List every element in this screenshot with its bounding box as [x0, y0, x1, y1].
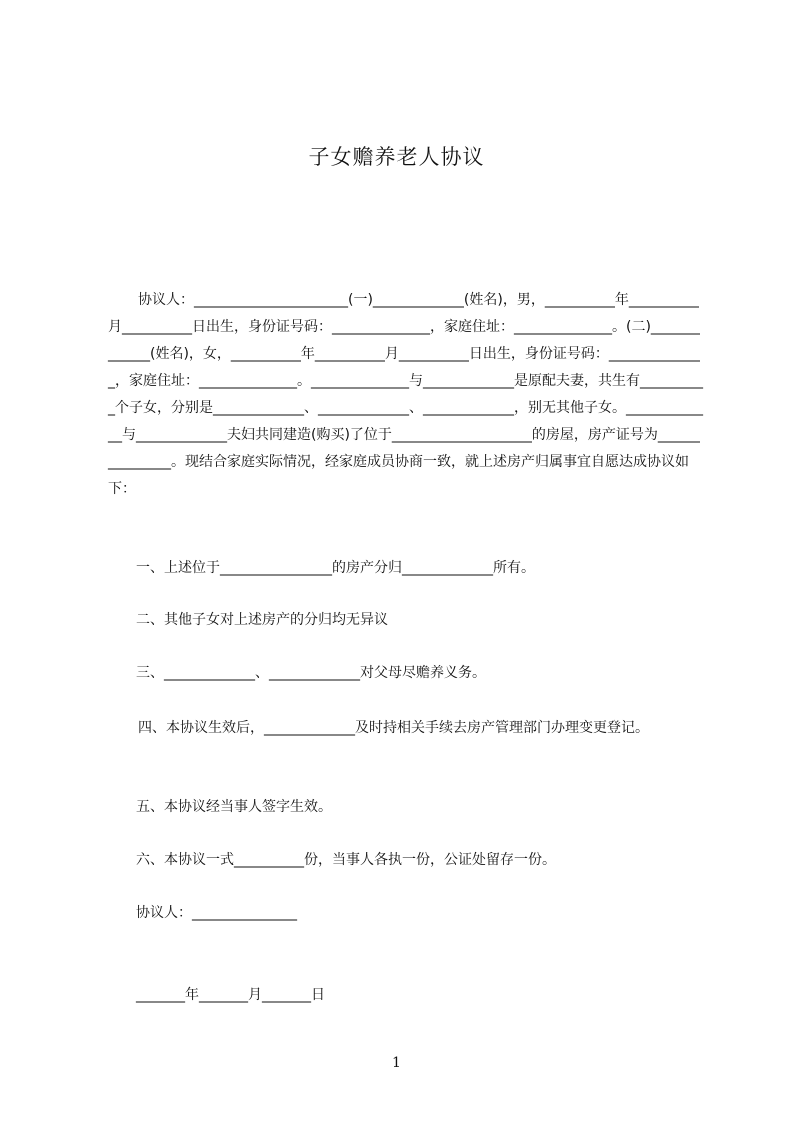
clause-5: 五、本协议经当事人签字生效。 [136, 799, 332, 815]
document-title: 子女赡养老人协议 [308, 145, 485, 169]
clause-3: 三、_____________、_____________对父母尽赡养义务。 [136, 665, 486, 681]
page-number: 1 [392, 1055, 401, 1071]
date-line: _______年_______月_______日 [136, 987, 325, 1003]
agreement-intro-paragraph: 协议人：______________________(一)_____________(姓名)，男，__________年__________月__________日出生，身份证号码：______________，家庭住址：______________。(二)_____________(姓名)，女，__________年__________月__________日出生，身份证号码：______________，家庭住址：______________。______________与_____________是原配夫妻，共生有__________个子女，分别是_____________、_____________、_____________，别无其他子女。_____________与_____________夫妇共同建造(购买)了位于____________________的房屋，房产证号为_______________。现结合家庭实际情况，经家庭成员协商一致，就上述房产归属事宜自愿达成协议如下： [108, 292, 703, 497]
clause-6: 六、本协议一式__________份，当事人各执一份，公证处留存一份。 [136, 852, 556, 868]
clause-2: 二、其他子女对上述房产的分归均无异议 [136, 612, 388, 628]
signature-line: 协议人：_______________ [136, 905, 297, 921]
clause-1: 一、上述位于________________的房产分归_____________所有。 [136, 560, 535, 576]
clause-4: 四、本协议生效后，_____________及时持相关手续去房产管理部门办理变更登记。 [138, 720, 649, 736]
